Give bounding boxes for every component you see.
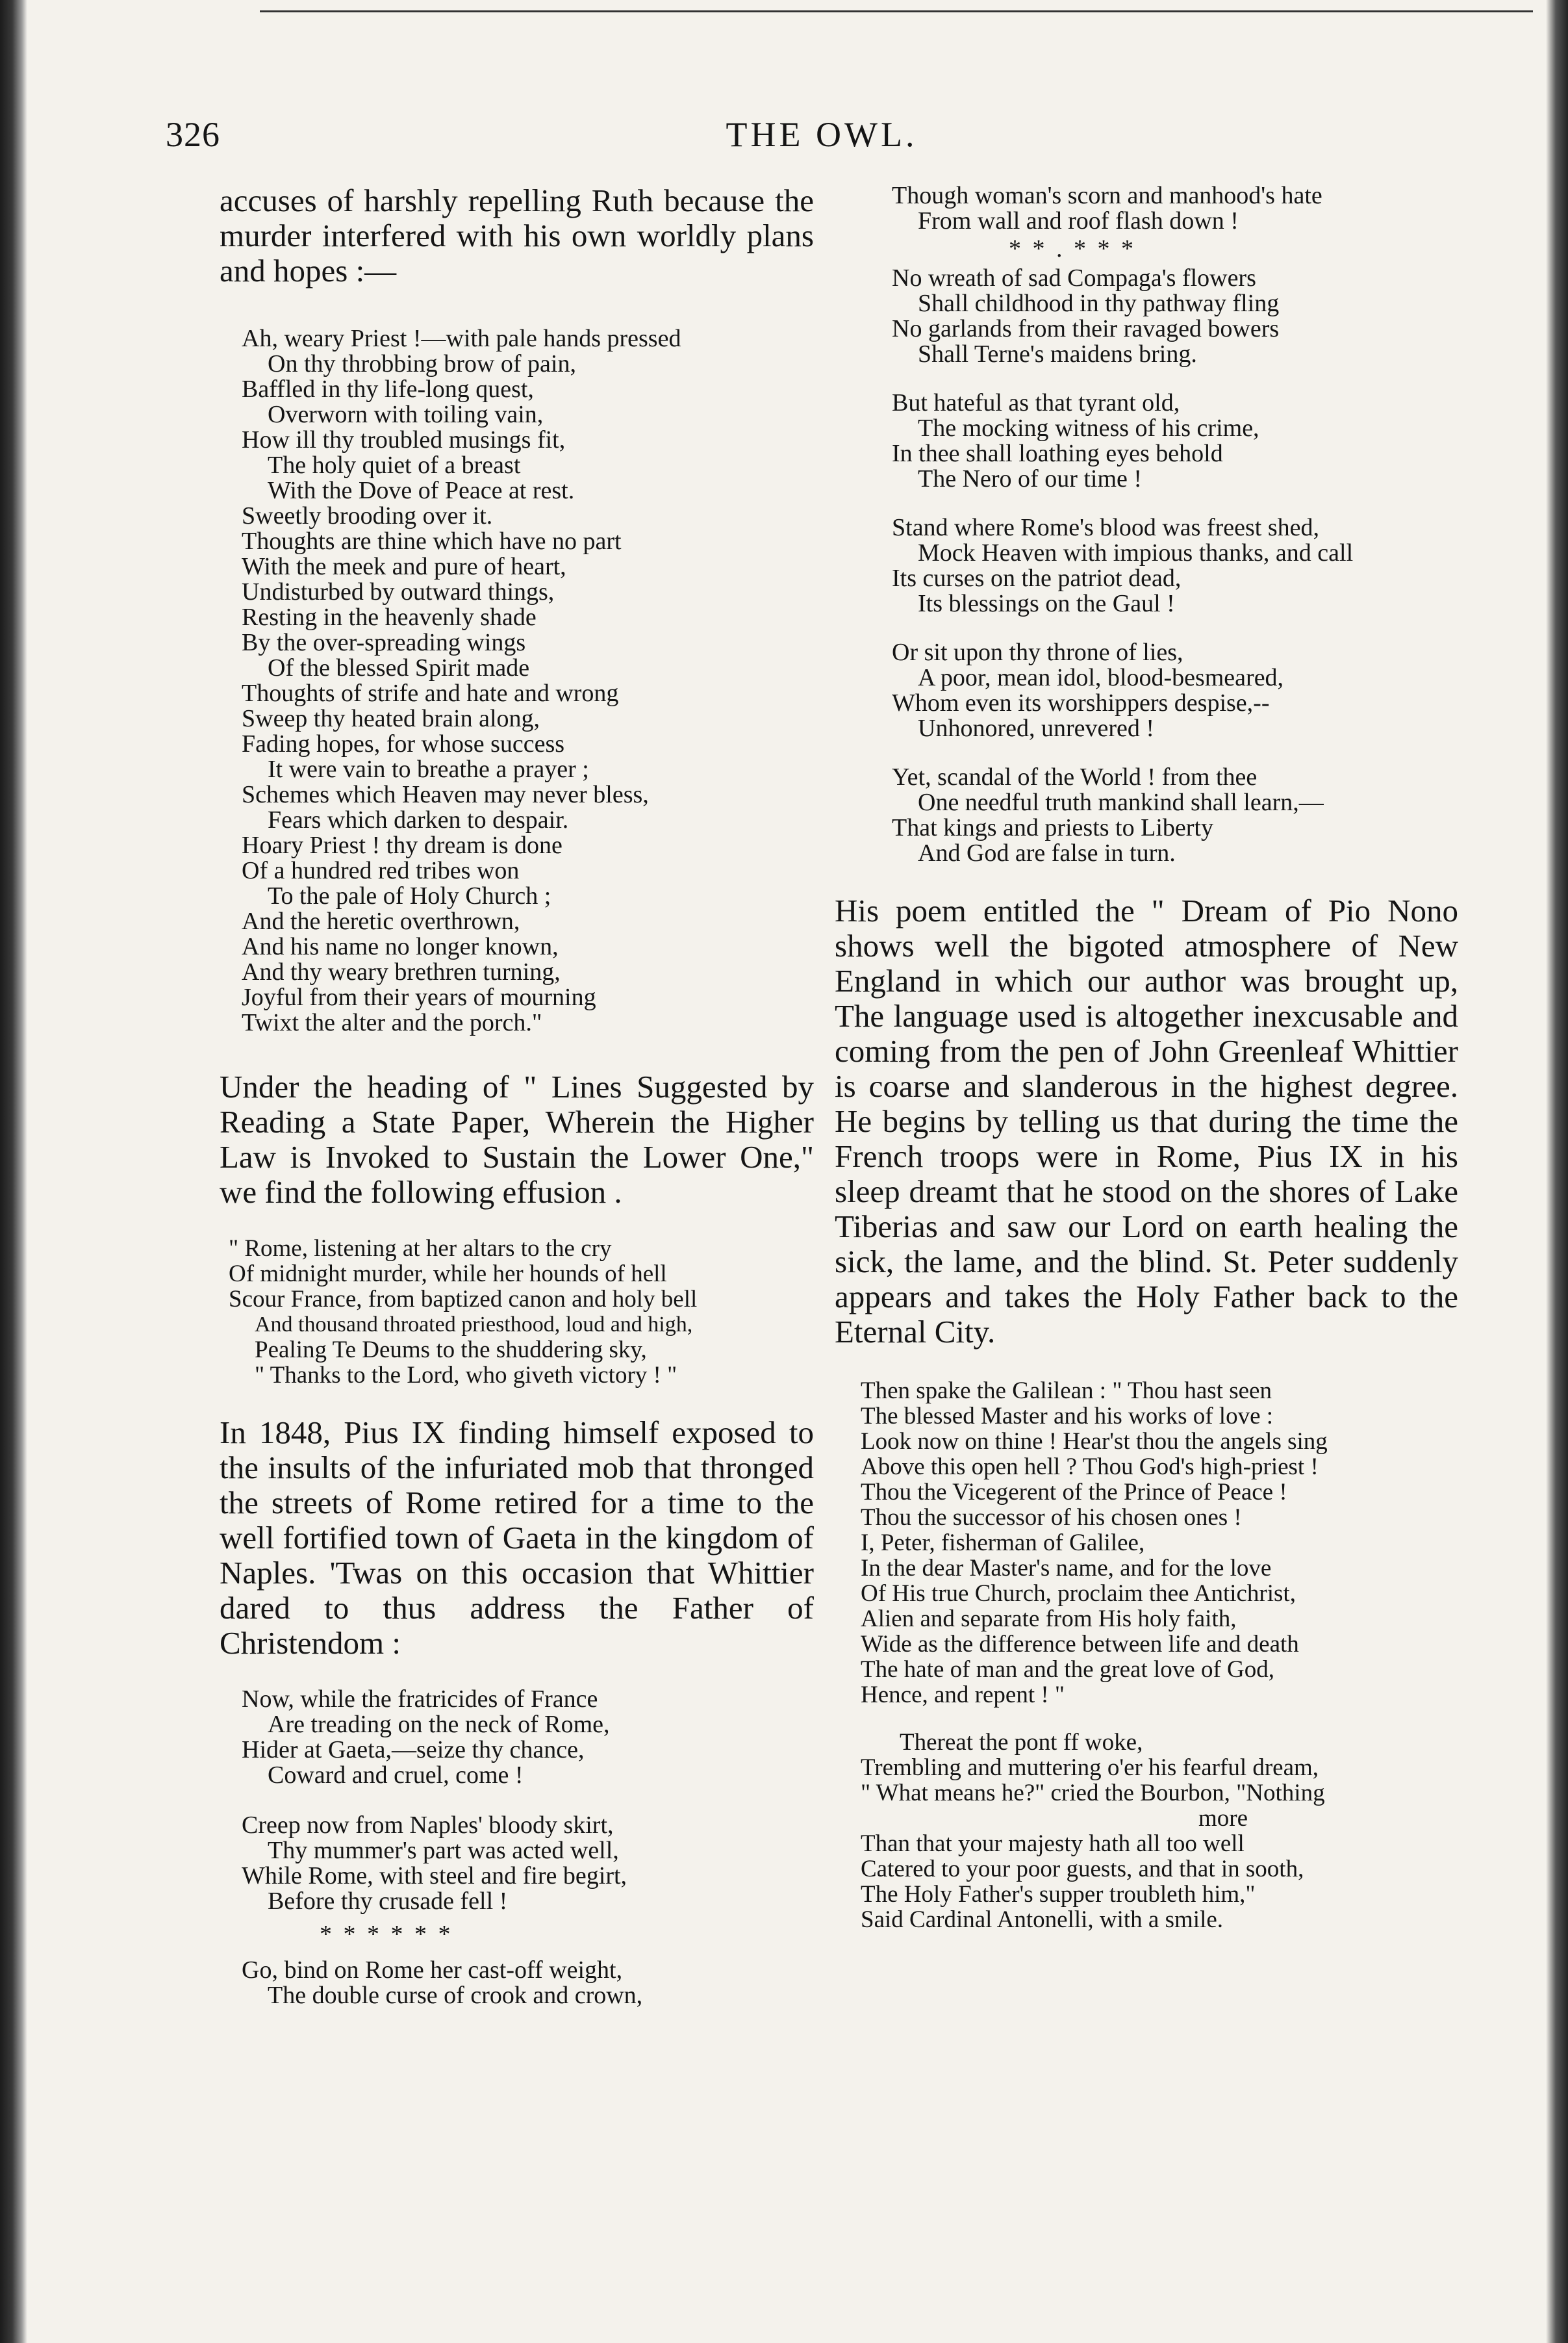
verse-line: Thoughts of strife and hate and wrong [242, 680, 619, 707]
verse-line: Fears which darken to despair. [268, 806, 569, 834]
verse-line: Thy mummer's part was acted well, [268, 1837, 619, 1864]
paragraph: Under the heading of " Lines Suggested by Reading a State Paper, Wherein the Higher Law is Invoked to Sustain the Lower One," we find the following effusion . [220, 1069, 814, 1210]
poem-block [242, 1958, 814, 2008]
verse-line: Thou the successor of his chosen ones ! [861, 1504, 1242, 1531]
verse-line: And thousand throated priesthood, loud and high, [255, 1312, 693, 1337]
verse-line: more [1198, 1805, 1248, 1832]
verse-line: Said Cardinal Antonelli, with a smile. [861, 1906, 1224, 1933]
verse-line: It were vain to breathe a prayer ; [268, 756, 589, 783]
verse-line: On thy throbbing brow of pain, [268, 350, 576, 378]
verse-line: Creep now from Naples' bloody skirt, [242, 1812, 614, 1839]
verse-line: To the pale of Holy Church ; [268, 882, 551, 910]
verse-line: No garlands from their ravaged bowers [892, 315, 1280, 342]
paragraph: In 1848, Pius IX finding himself exposed to the insults of the infuriated mob that thronged the streets of Rome retired for a time to the well fortified town of Gaeta in the kingdom of Naples. 'Twas on this occasion that Whittier dared to thus address the Father of Christendom : [220, 1415, 814, 1661]
verse-line: Twixt the alter and the porch." [242, 1009, 542, 1036]
verse-line: Sweetly brooding over it. [242, 502, 493, 530]
paragraph: His poem entitled the " Dream of Pio Nono shows well the bigoted atmosphere of New England in which our author was brought up, The language used is altogether inexcusable and coming from the pen of John Greenleaf Whittier is coarse and slanderous in the highest degree. He begins by telling us that during the time the French troops were in Rome, Pius IX in his sleep dreamt that he stood on the shores of Lake Tiberias and saw our Lord on earth healing the sick, the lame, and the blind. St. Peter suddenly appears and takes the Holy Father back to the Eternal City. [835, 893, 1458, 1350]
verse-line: How ill thy troubled musings fit, [242, 426, 566, 454]
poem-block [242, 1687, 814, 1788]
left-column [220, 183, 814, 2008]
verse-line: And his name no longer known, [242, 933, 559, 960]
verse-line: Yet, scandal of the World ! from thee [892, 763, 1258, 791]
poem-block [892, 266, 1458, 367]
verse-line: Wide as the difference between life and death [861, 1631, 1299, 1658]
verse-line: Though woman's scorn and manhood's hate [892, 182, 1322, 209]
verse-line: Ah, weary Priest !—with pale hands pressed [242, 325, 681, 352]
verse-line: Its curses on the patriot dead, [892, 565, 1182, 592]
verse-line: The Holy Father's supper troubleth him," [861, 1881, 1256, 1908]
verse-line: Thereat the pont ff woke, [900, 1729, 1143, 1756]
verse-line: Thoughts are thine which have no part [242, 528, 622, 555]
verse-line: Schemes which Heaven may never bless, [242, 781, 649, 808]
verse-line: Shall Terne's maidens bring. [918, 340, 1197, 368]
poem-block [892, 765, 1458, 866]
verse-line: A poor, mean idol, blood-besmeared, [918, 664, 1284, 691]
verse-line: Are treading on the neck of Rome, [268, 1711, 610, 1738]
verse-line: The mocking witness of his crime, [918, 415, 1259, 442]
verse-line: Stand where Rome's blood was freest shed, [892, 514, 1319, 541]
verse-line: Whom even its worshippers despise,-- [892, 689, 1270, 717]
verse-line: With the Dove of Peace at rest. [268, 477, 575, 504]
verse-line: Before thy crusade fell ! [268, 1888, 508, 1915]
poem-block [892, 515, 1458, 617]
section-separator: * * . * * * [1009, 235, 1136, 262]
verse-line: Undisturbed by outward things, [242, 578, 555, 606]
verse-line: Above this open hell ? Thou God's high-priest ! [861, 1453, 1319, 1480]
verse-line: Sweep thy heated brain along, [242, 705, 540, 732]
verse-line: The hate of man and the great love of God, [861, 1656, 1274, 1683]
running-title: THE OWL. [726, 115, 918, 154]
poem-block [892, 640, 1458, 741]
verse-line: And the heretic overthrown, [242, 908, 520, 935]
verse-line: Its blessings on the Gaul ! [918, 590, 1175, 617]
verse-line: " Thanks to the Lord, who giveth victory ! " [255, 1362, 677, 1389]
section-separator: * * * * * * [320, 1921, 453, 1948]
verse-line: Look now on thine ! Hear'st thou the angels sing [861, 1428, 1328, 1455]
verse-line: By the over-spreading wings [242, 629, 526, 656]
verse-line: Of a hundred red tribes won [242, 857, 520, 884]
page-header [166, 114, 1478, 160]
verse-line: Go, bind on Rome her cast-off weight, [242, 1956, 623, 1984]
verse-line: Than that your majesty hath all too well [861, 1830, 1245, 1857]
poem-block [229, 1236, 814, 1388]
verse-line: And God are false in turn. [918, 839, 1176, 867]
verse-line: One needful truth mankind shall learn,— [918, 789, 1324, 816]
poem-block [861, 1730, 1458, 1932]
verse-line: Now, while the fratricides of France [242, 1685, 598, 1713]
verse-line: And thy weary brethren turning, [242, 958, 561, 986]
verse-line: Or sit upon thy throne of lies, [892, 639, 1183, 666]
verse-line: Of His true Church, proclaim thee Antichrist, [861, 1580, 1296, 1607]
verse-line: While Rome, with steel and fire begirt, [242, 1862, 627, 1889]
verse-line: The Nero of our time ! [918, 465, 1143, 493]
poem-block [242, 1813, 814, 1947]
verse-line: Baffled in thy life-long quest, [242, 376, 534, 403]
verse-line: Then spake the Galilean : " Thou hast seen [861, 1377, 1272, 1404]
verse-line: That kings and priests to Liberty [892, 814, 1213, 841]
verse-line: Hider at Gaeta,—seize thy chance, [242, 1736, 585, 1763]
verse-line: Thou the Vicegerent of the Prince of Peace ! [861, 1479, 1287, 1505]
verse-line: Hence, and repent ! " [861, 1682, 1065, 1708]
paragraph: accuses of harshly repelling Ruth because the murder interfered with his own worldly plans and hopes :— [220, 183, 814, 288]
verse-line: I, Peter, fisherman of Galilee, [861, 1530, 1145, 1556]
verse-line: In thee shall loathing eyes behold [892, 440, 1223, 467]
verse-line: Overworn with toiling vain, [268, 401, 544, 428]
verse-line: Of midnight murder, while her hounds of hell [229, 1261, 667, 1287]
verse-line: Joyful from their years of mourning [242, 984, 596, 1011]
verse-line: With the meek and pure of heart, [242, 553, 566, 580]
verse-line: From wall and roof flash down ! [918, 207, 1239, 235]
page-number: 326 [166, 115, 220, 154]
verse-line: Catered to your poor guests, and that in sooth, [861, 1856, 1304, 1882]
verse-line: Mock Heaven with impious thanks, and call [918, 539, 1354, 567]
verse-line: The double curse of crook and crown, [268, 1982, 643, 2009]
scan-edge-left [0, 0, 27, 2343]
verse-line: No wreath of sad Compaga's flowers [892, 264, 1256, 292]
poem-block [861, 1378, 1458, 1708]
verse-line: Hoary Priest ! thy dream is done [242, 832, 563, 859]
poem-block [892, 183, 1458, 262]
top-rule [260, 10, 1533, 12]
verse-line: Shall childhood in thy pathway fling [918, 290, 1280, 317]
verse-line: Fading hopes, for whose success [242, 730, 565, 758]
right-column [835, 183, 1458, 1932]
verse-line: Of the blessed Spirit made [268, 654, 530, 682]
verse-line: But hateful as that tyrant old, [892, 389, 1180, 416]
poem-block [242, 326, 814, 1036]
verse-line: Resting in the heavenly shade [242, 604, 537, 631]
verse-line: Coward and cruel, come ! [268, 1761, 524, 1789]
verse-line: " Rome, listening at her altars to the cry [229, 1235, 612, 1262]
verse-line: In the dear Master's name, and for the love [861, 1555, 1272, 1581]
verse-line: " What means he?" cried the Bourbon, "Nothing [861, 1780, 1325, 1806]
verse-line: Alien and separate from His holy faith, [861, 1606, 1237, 1632]
poem-block [892, 390, 1458, 492]
scan-edge-right [1546, 0, 1568, 2343]
verse-line: Scour France, from baptized canon and holy bell [229, 1286, 698, 1312]
verse-line: Unhonored, unrevered ! [918, 715, 1155, 742]
verse-line: Pealing Te Deums to the shuddering sky, [255, 1337, 647, 1363]
verse-line: The blessed Master and his works of love : [861, 1403, 1274, 1429]
verse-line: Trembling and muttering o'er his fearful dream, [861, 1754, 1319, 1781]
verse-line: The holy quiet of a breast [268, 452, 521, 479]
